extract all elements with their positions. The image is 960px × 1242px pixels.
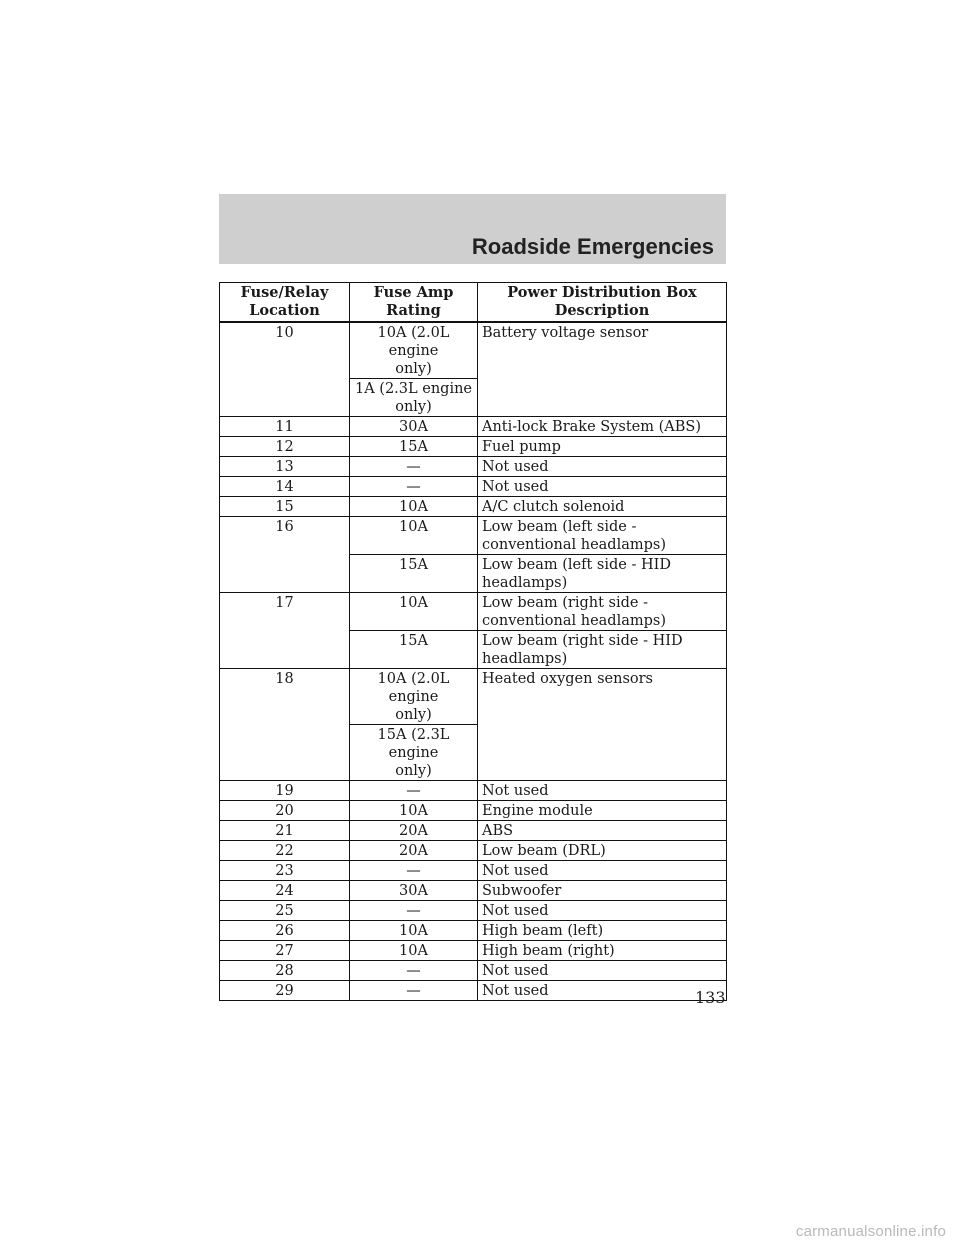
table-row [220,901,727,921]
description-cell: High beam (right) [478,941,727,961]
amp-cell: 15A [350,555,478,593]
description-cell: Low beam (right side - conventional headlamps) [478,593,727,631]
location-cell: 18 [220,669,350,781]
description-cell: Subwoofer [478,881,727,901]
amp-cell: — [350,457,478,477]
location-cell: 27 [220,941,350,961]
location-cell: 21 [220,821,350,841]
amp-cell: 1A (2.3L engine only) [350,379,478,417]
watermark: carmanualsonline.info [795,1223,946,1240]
amp-cell: 10A (2.0L engine only) [350,669,478,725]
table-row [220,437,727,457]
amp-cell: — [350,981,478,1001]
location-cell: 14 [220,477,350,497]
amp-cell: — [350,781,478,801]
table-row [220,981,727,1001]
header-power-distribution-box-description: Power Distribution Box Description [478,283,727,323]
header-fuse-relay-location: Fuse/Relay Location [220,283,350,323]
description-cell: Battery voltage sensor [478,322,727,417]
amp-cell: 10A [350,497,478,517]
location-cell: 22 [220,841,350,861]
header-fuse-amp-rating: Fuse Amp Rating [350,283,478,323]
table-row [220,841,727,861]
table-row [220,941,727,961]
location-cell: 23 [220,861,350,881]
description-cell: Not used [478,861,727,881]
description-cell: Low beam (left side - conventional headlamps) [478,517,727,555]
location-cell: 16 [220,517,350,593]
table-header-row [220,283,727,323]
description-cell: Fuel pump [478,437,727,457]
amp-cell: — [350,477,478,497]
location-cell: 17 [220,593,350,669]
location-cell: 12 [220,437,350,457]
table-row [220,457,727,477]
amp-cell: 20A [350,841,478,861]
description-cell: High beam (left) [478,921,727,941]
amp-cell: 10A [350,593,478,631]
description-cell: Not used [478,961,727,981]
amp-cell: 15A [350,631,478,669]
table-row [220,593,727,631]
table-row [220,497,727,517]
section-title: Roadside Emergencies [471,234,714,259]
description-cell: A/C clutch solenoid [478,497,727,517]
description-cell: Anti-lock Brake System (ABS) [478,417,727,437]
table-row [220,322,727,379]
table-row [220,861,727,881]
amp-cell: 10A [350,941,478,961]
table-row [220,921,727,941]
description-cell: Heated oxygen sensors [478,669,727,781]
location-cell: 19 [220,781,350,801]
amp-cell: 20A [350,821,478,841]
amp-cell: 10A [350,921,478,941]
location-cell: 24 [220,881,350,901]
description-cell: Low beam (right side - HID headlamps) [478,631,727,669]
description-cell: Not used [478,781,727,801]
description-cell: Not used [478,477,727,497]
location-cell: 25 [220,901,350,921]
description-cell: Not used [478,981,727,1001]
description-cell: Engine module [478,801,727,821]
location-cell: 15 [220,497,350,517]
location-cell: 26 [220,921,350,941]
location-cell: 13 [220,457,350,477]
table-row [220,781,727,801]
table-row [220,961,727,981]
amp-cell: 15A (2.3L engine only) [350,725,478,781]
amp-cell: — [350,901,478,921]
amp-cell: 10A [350,517,478,555]
amp-cell: — [350,961,478,981]
table-row [220,477,727,497]
amp-cell: 30A [350,881,478,901]
section-header-band [219,194,726,264]
location-cell: 28 [220,961,350,981]
table-row [220,669,727,725]
location-cell: 10 [220,322,350,417]
description-cell: Low beam (left side - HID headlamps) [478,555,727,593]
amp-cell: — [350,861,478,881]
description-cell: ABS [478,821,727,841]
fuse-table [219,282,727,1001]
amp-cell: 10A [350,801,478,821]
table-row [220,881,727,901]
amp-cell: 10A (2.0L engine only) [350,322,478,379]
description-cell: Not used [478,901,727,921]
amp-cell: 30A [350,417,478,437]
table-row [220,801,727,821]
page-number: 133 [695,988,726,1007]
amp-cell: 15A [350,437,478,457]
description-cell: Low beam (DRL) [478,841,727,861]
location-cell: 29 [220,981,350,1001]
table-row [220,821,727,841]
location-cell: 20 [220,801,350,821]
location-cell: 11 [220,417,350,437]
description-cell: Not used [478,457,727,477]
table-row [220,517,727,555]
table-row [220,417,727,437]
